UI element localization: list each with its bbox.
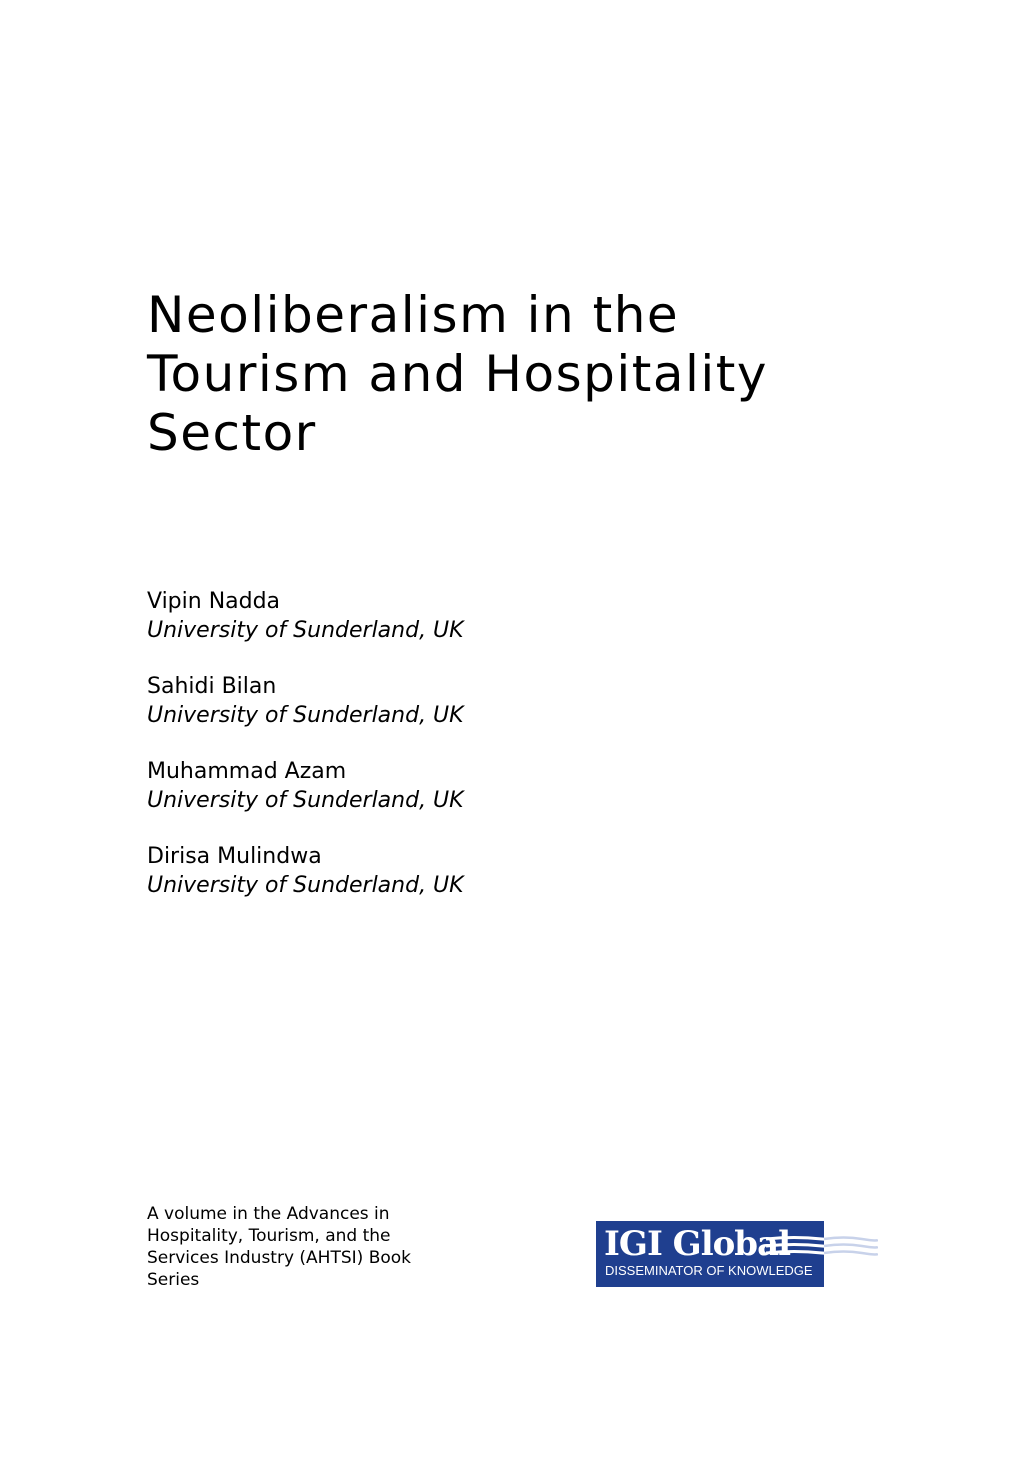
logo-wordmark: IGI Global xyxy=(604,1224,791,1264)
series-line-4: Series xyxy=(147,1270,200,1290)
author-name: Dirisa Mulindwa xyxy=(147,844,322,869)
series-note xyxy=(147,1203,447,1291)
series-line-1: A volume in the Advances in xyxy=(147,1204,390,1224)
author-entry xyxy=(147,673,647,730)
title-line-3: Sector xyxy=(147,404,317,462)
author-name: Sahidi Bilan xyxy=(147,674,277,699)
author-entry xyxy=(147,758,647,815)
author-name: Vipin Nadda xyxy=(147,589,281,614)
igi-global-logo xyxy=(596,1221,878,1289)
author-entry xyxy=(147,843,647,900)
author-affiliation: University of Sunderland, UK xyxy=(147,788,464,813)
series-line-2: Hospitality, Tourism, and the xyxy=(147,1226,391,1246)
author-list xyxy=(147,588,647,928)
author-affiliation: University of Sunderland, UK xyxy=(147,873,464,898)
series-line-3: Services Industry (AHTSI) Book xyxy=(147,1248,411,1268)
logo-stripes-icon xyxy=(766,1235,878,1263)
title-line-1: Neoliberalism in the xyxy=(147,286,680,344)
title-line-2: Tourism and Hospitality xyxy=(147,345,768,403)
logo-tagline: DISSEMINATOR OF KNOWLEDGE xyxy=(605,1263,813,1278)
author-entry xyxy=(147,588,647,645)
author-affiliation: University of Sunderland, UK xyxy=(147,618,464,643)
book-title xyxy=(147,286,907,463)
author-name: Muhammad Azam xyxy=(147,759,347,784)
author-affiliation: University of Sunderland, UK xyxy=(147,703,464,728)
